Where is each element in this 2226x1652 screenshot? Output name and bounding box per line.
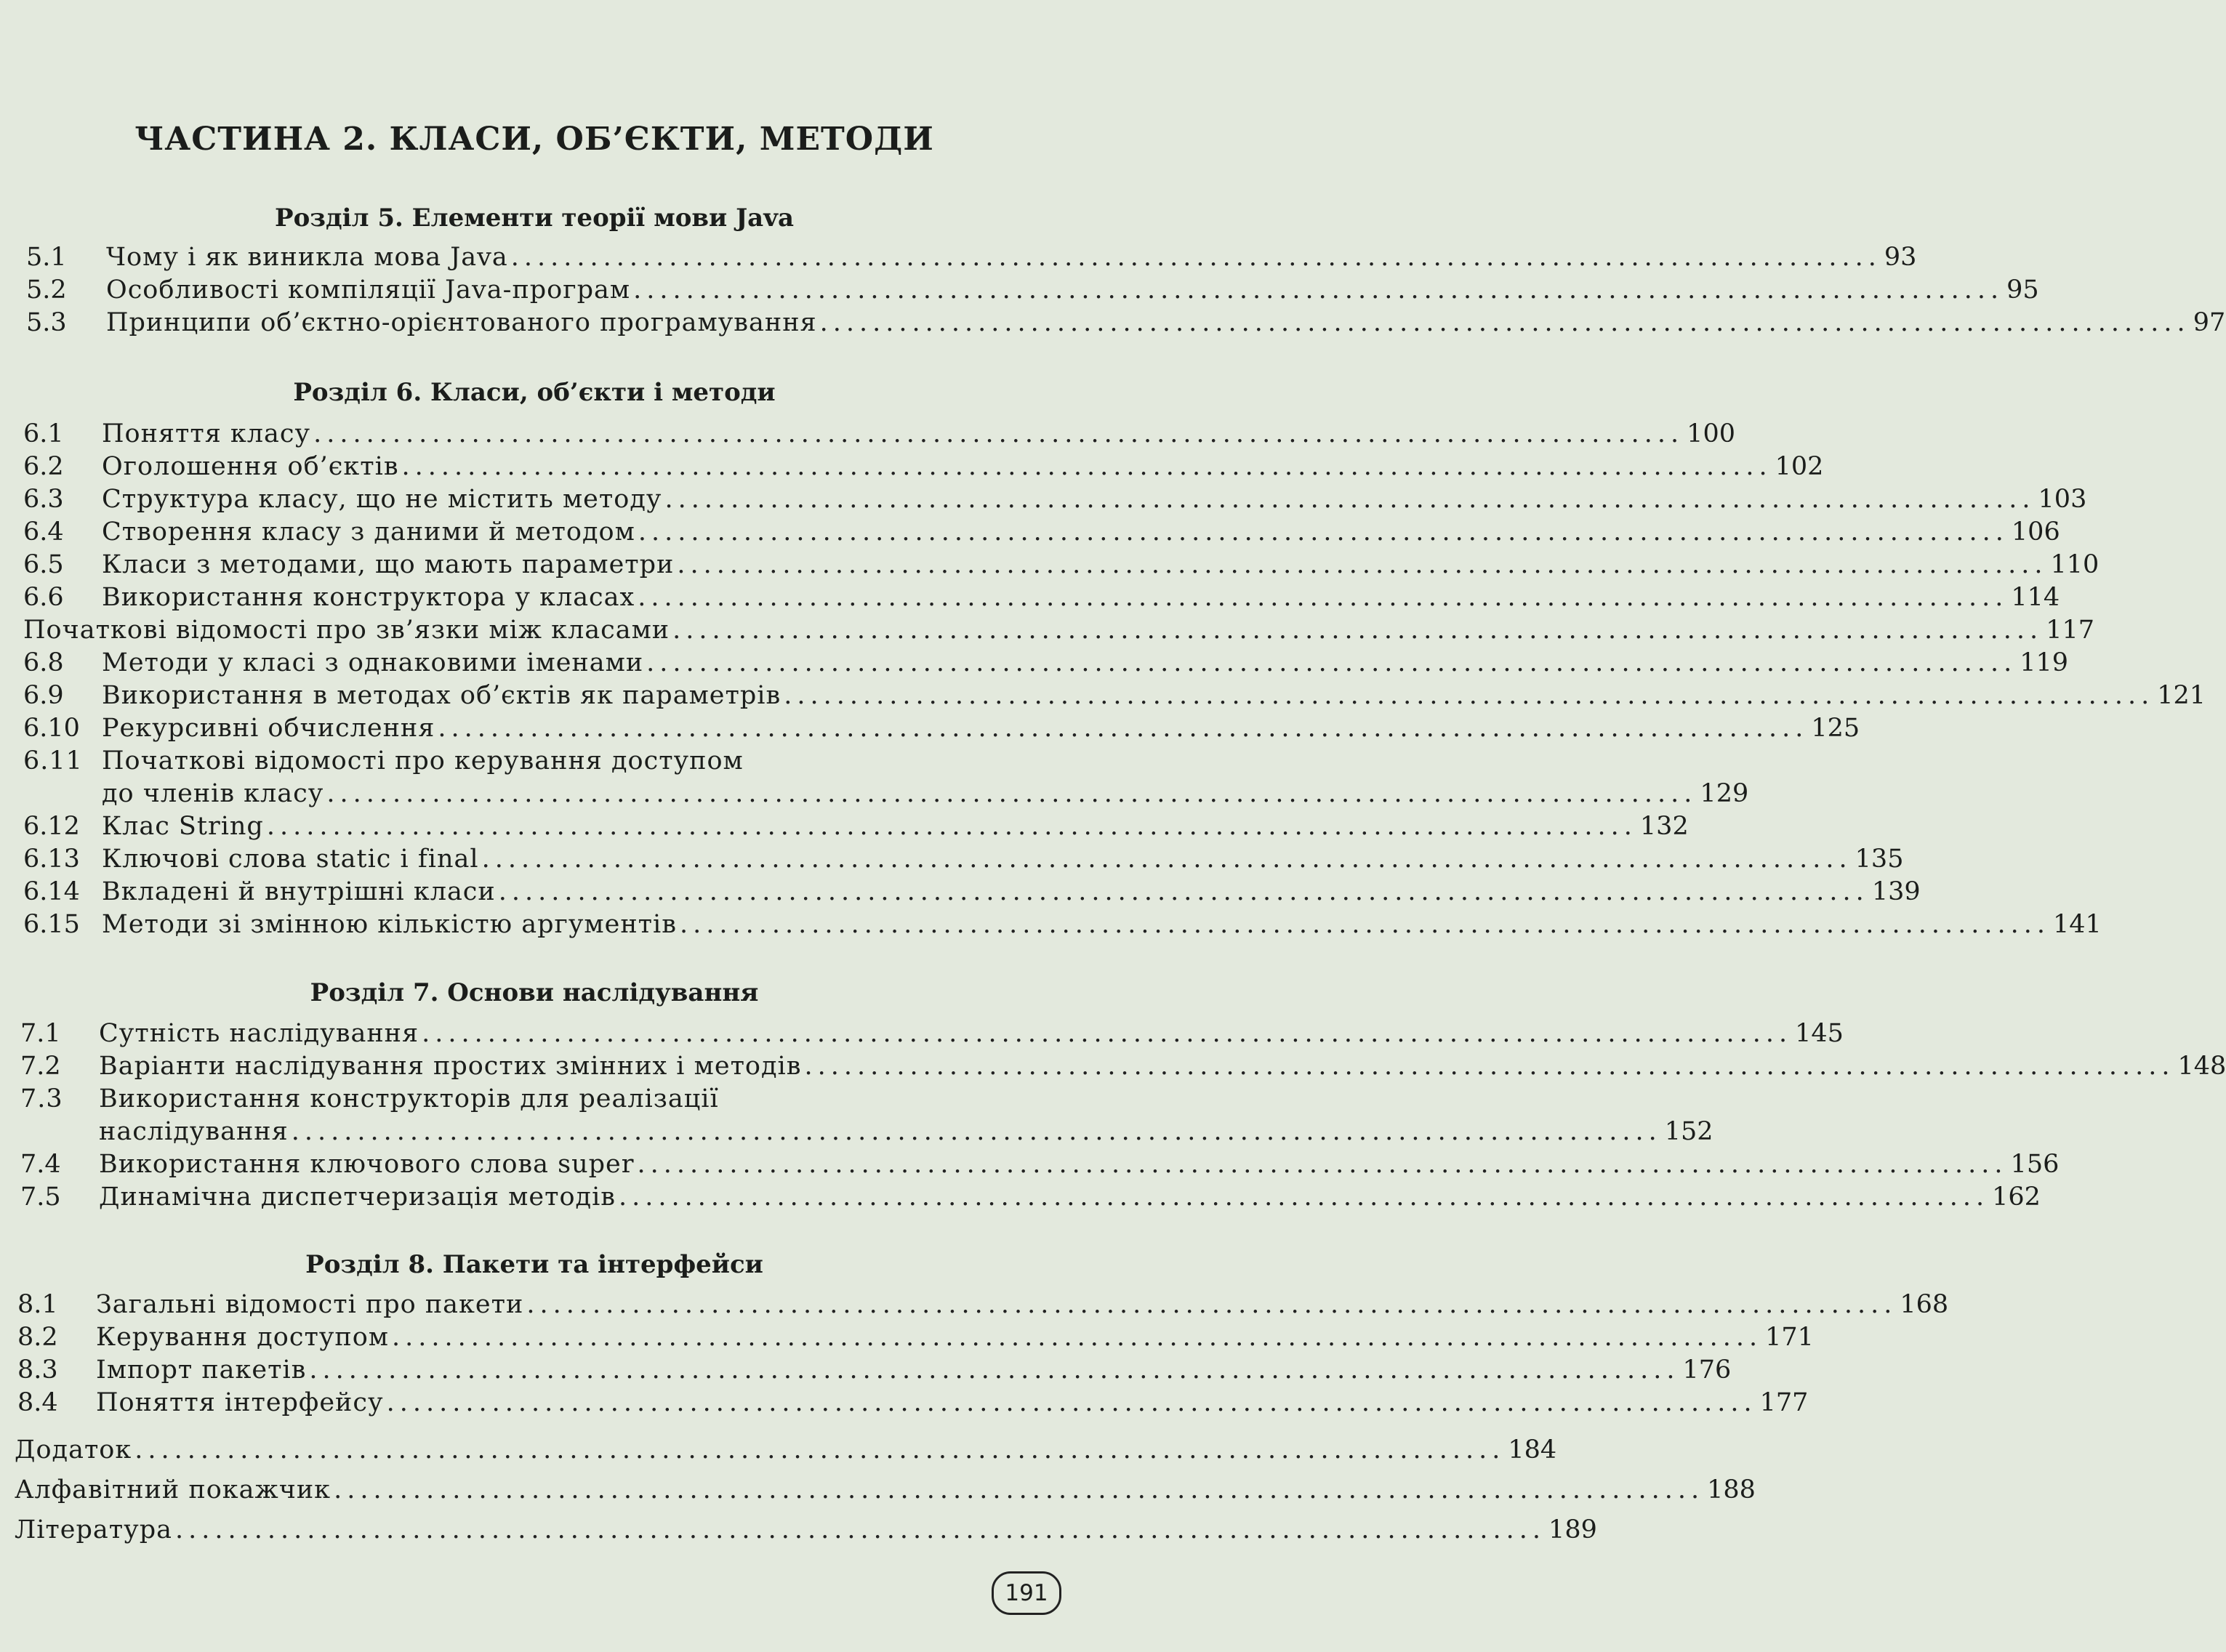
entry-page: 114 [2011, 583, 2060, 612]
entry-page: 189 [1548, 1515, 1597, 1544]
entry-page: 176 [1682, 1355, 1732, 1385]
entry-number: 6.15 [23, 910, 80, 939]
toc-entry[interactable] [17, 1289, 1949, 1321]
leader-dots: ........................................................................................................ [291, 1117, 1662, 1146]
leader-dots: ........................................................................................................ [392, 1323, 1763, 1352]
entry-number: 6.13 [23, 845, 80, 874]
leader-dots: ........................................................................................................ [637, 1150, 2008, 1179]
leader-dots: ........................................................................................................ [334, 1475, 1705, 1504]
entry-page: 100 [1687, 419, 1735, 448]
entry-page: 135 [1855, 845, 1904, 874]
entry-number: 6.2 [23, 452, 64, 481]
entry-title: Використання конструкторів для реалізації [99, 1084, 719, 1113]
entry-page: 97 [2193, 308, 2226, 337]
entry-page: 152 [1664, 1117, 1713, 1146]
toc-entry[interactable] [23, 876, 1921, 908]
toc-entry[interactable] [17, 1321, 1814, 1353]
page-number: 191 [992, 1571, 1061, 1615]
entry-title: Клас String [102, 812, 264, 841]
leader-dots: ........................................................................................................ [672, 616, 2044, 645]
toc-entry-first-line[interactable] [20, 1083, 719, 1115]
entry-title: Класи з методами, що мають параметри [102, 550, 675, 579]
entry-number: 5.2 [26, 275, 67, 305]
entry-title: Створення класу з даними й методом [102, 517, 635, 547]
leader-dots: ........................................................................................................ [619, 1182, 1990, 1212]
toc-entry[interactable] [20, 1050, 2226, 1082]
toc-entry[interactable] [26, 307, 2226, 339]
entry-page: 188 [1707, 1475, 1756, 1504]
leader-dots: ........................................................................................................ [481, 845, 1852, 874]
entry-page: 125 [1811, 714, 1860, 743]
entry-number: 6.3 [23, 485, 64, 514]
toc-entry-literature[interactable] [15, 1514, 1597, 1546]
entry-number: 7.4 [20, 1150, 61, 1179]
toc-entry[interactable] [20, 1018, 1844, 1049]
entry-title: Імпорт пакетів [96, 1355, 307, 1385]
entry-title: Початкові відомості про керування доступом [102, 746, 744, 775]
toc-entry-index[interactable] [15, 1474, 1756, 1506]
toc-entry[interactable] [23, 843, 1904, 875]
leader-dots: ........................................................................................................ [326, 779, 1697, 808]
entry-page: 93 [1884, 243, 1917, 272]
entry-title-continued: наслідування [99, 1117, 289, 1146]
entry-page: 148 [2177, 1052, 2226, 1081]
leader-dots: ........................................................................................................ [526, 1290, 1897, 1319]
leader-dots: ........................................................................................................ [313, 419, 1684, 448]
entry-number: 8.4 [17, 1388, 58, 1417]
entry-page: 119 [2020, 648, 2069, 677]
toc-entry[interactable] [17, 1354, 1732, 1386]
entry-number: 8.1 [17, 1290, 58, 1319]
leader-dots: ........................................................................................................ [401, 452, 1772, 481]
entry-title: Сутність наслідування [99, 1019, 419, 1048]
entry-number: 6.12 [23, 812, 80, 841]
toc-entry-appendix[interactable] [15, 1434, 1557, 1466]
entry-number: 6.9 [23, 681, 64, 710]
toc-entry[interactable] [23, 451, 1824, 483]
entry-number: 7.5 [20, 1182, 61, 1212]
toc-entry[interactable] [26, 241, 1917, 273]
entry-title: Поняття інтерфейсу [96, 1388, 384, 1417]
entry-page: 102 [1775, 452, 1824, 481]
entry-title: Структура класу, що не містить методу [102, 485, 662, 514]
toc-entry[interactable] [23, 647, 2069, 679]
entry-page: 145 [1795, 1019, 1844, 1048]
toc-entry[interactable] [20, 1181, 2041, 1213]
entry-title: Алфавітний покажчик [15, 1475, 332, 1504]
entry-title: Методи у класі з однаковими іменами [102, 648, 644, 677]
entry-page: 156 [2010, 1150, 2060, 1179]
entry-title: Початкові відомості про зв’язки між класами [23, 616, 670, 645]
entry-number: 6.10 [23, 714, 80, 743]
leader-dots: ........................................................................................................ [266, 812, 1637, 841]
entry-title: Рекурсивні обчислення [102, 714, 435, 743]
entry-number: 6.4 [23, 517, 64, 547]
entry-number: 7.1 [20, 1019, 61, 1048]
entry-page: 121 [2157, 681, 2206, 710]
entry-page: 95 [2006, 275, 2039, 305]
entry-title: Література [15, 1515, 172, 1544]
toc-entry[interactable] [23, 418, 1735, 450]
entry-title-continued: до членів класу [102, 779, 324, 808]
leader-dots: ........................................................................................................ [819, 308, 2190, 337]
leader-dots: ........................................................................................................ [784, 681, 2155, 710]
toc-entry-first-line[interactable] [23, 745, 744, 777]
toc-entry[interactable] [20, 1148, 2060, 1180]
entry-number: 8.2 [17, 1323, 58, 1352]
toc-entry[interactable] [23, 516, 2060, 548]
toc-entry[interactable] [23, 581, 2060, 613]
leader-dots: ........................................................................................................ [498, 877, 1869, 906]
entry-title: Додаток [15, 1435, 132, 1464]
entry-title: Поняття класу [102, 419, 311, 448]
toc-entry[interactable] [23, 908, 2102, 940]
chapter-title: Розділ 6. Класи, об’єкти і методи [293, 378, 776, 407]
toc-entry[interactable] [23, 614, 2094, 646]
entry-number: 6.5 [23, 550, 64, 579]
toc-entry[interactable] [23, 680, 2206, 712]
toc-entry[interactable] [26, 274, 2039, 306]
entry-title: Керування доступом [96, 1323, 390, 1352]
entry-title: Ключові слова static і final [102, 845, 479, 874]
toc-entry[interactable] [23, 549, 2100, 581]
entry-page: 141 [2053, 910, 2102, 939]
entry-page: 177 [1759, 1388, 1809, 1417]
entry-title: Використання ключового слова super [99, 1150, 635, 1179]
leader-dots: ........................................................................................................ [174, 1515, 1546, 1544]
entry-title: Варіанти наслідування простих змінних і методів [99, 1052, 802, 1081]
entry-page: 168 [1900, 1290, 1949, 1319]
toc-entry[interactable] [17, 1387, 1809, 1419]
entry-title: Вкладені й внутрішні класи [102, 877, 496, 906]
entry-page: 103 [2038, 485, 2087, 514]
entry-page: 132 [1639, 812, 1689, 841]
entry-title: Використання в методах об’єктів як параметрів [102, 681, 781, 710]
entry-page: 184 [1508, 1435, 1557, 1464]
leader-dots: ........................................................................................................ [677, 550, 2048, 579]
leader-dots: ........................................................................................................ [309, 1355, 1680, 1385]
toc-entry[interactable] [23, 810, 1689, 842]
entry-title: Особливості компіляції Java-програм [106, 275, 631, 305]
toc-entry[interactable] [23, 483, 2087, 515]
entry-number: 6.14 [23, 877, 80, 906]
entry-page: 129 [1700, 779, 1749, 808]
entry-title: Використання конструктора у класах [102, 583, 635, 612]
leader-dots: ........................................................................................................ [422, 1019, 1793, 1048]
entry-number: 6.8 [23, 648, 64, 677]
leader-dots: ........................................................................................................ [386, 1388, 1757, 1417]
entry-title: Оголошення об’єктів [102, 452, 399, 481]
part-title: ЧАСТИНА 2. КЛАСИ, ОБ’ЄКТИ, МЕТОДИ [134, 121, 934, 158]
entry-page: 139 [1871, 877, 1921, 906]
entry-number: 6.6 [23, 583, 64, 612]
entry-page: 162 [1992, 1182, 2041, 1212]
leader-dots: ........................................................................................................ [679, 910, 2051, 939]
leader-dots: ........................................................................................................ [804, 1052, 2175, 1081]
entry-number: 5.3 [26, 308, 67, 337]
entry-number: 6.11 [23, 746, 83, 775]
chapter-title: Розділ 8. Пакети та інтерфейси [305, 1250, 763, 1279]
entry-title: Динамічна диспетчеризація методів [99, 1182, 616, 1212]
leader-dots: ........................................................................................................ [510, 243, 1881, 272]
entry-page: 110 [2050, 550, 2100, 579]
entry-number: 7.2 [20, 1052, 61, 1081]
entry-number: 8.3 [17, 1355, 58, 1385]
entry-number: 5.1 [26, 243, 67, 272]
leader-dots: ........................................................................................................ [134, 1435, 1506, 1464]
leader-dots: ........................................................................................................ [633, 275, 2004, 305]
leader-dots: ........................................................................................................ [638, 517, 2009, 547]
entry-title: Принципи об’єктно-орієнтованого програмування [106, 308, 817, 337]
entry-page: 171 [1765, 1323, 1814, 1352]
entry-number: 6.1 [23, 419, 64, 448]
leader-dots: ........................................................................................................ [438, 714, 1809, 743]
toc-entry[interactable] [23, 712, 1860, 744]
leader-dots: ........................................................................................................ [664, 485, 2036, 514]
toc-entry-continuation[interactable] [102, 778, 1749, 810]
leader-dots: ........................................................................................................ [646, 648, 2017, 677]
toc-entry-continuation[interactable] [99, 1116, 1713, 1148]
entry-title: Методи зі змінною кількістю аргументів [102, 910, 677, 939]
leader-dots: ........................................................................................................ [638, 583, 2009, 612]
entry-page: 117 [2046, 616, 2094, 645]
entry-page: 106 [2011, 517, 2060, 547]
entry-title: Чому і як виникла мова Java [106, 243, 508, 272]
chapter-title: Розділ 7. Основи наслідування [310, 978, 759, 1007]
entry-title: Загальні відомості про пакети [96, 1290, 524, 1319]
chapter-title: Розділ 5. Елементи теорії мови Java [275, 204, 794, 233]
entry-number: 7.3 [20, 1084, 63, 1113]
